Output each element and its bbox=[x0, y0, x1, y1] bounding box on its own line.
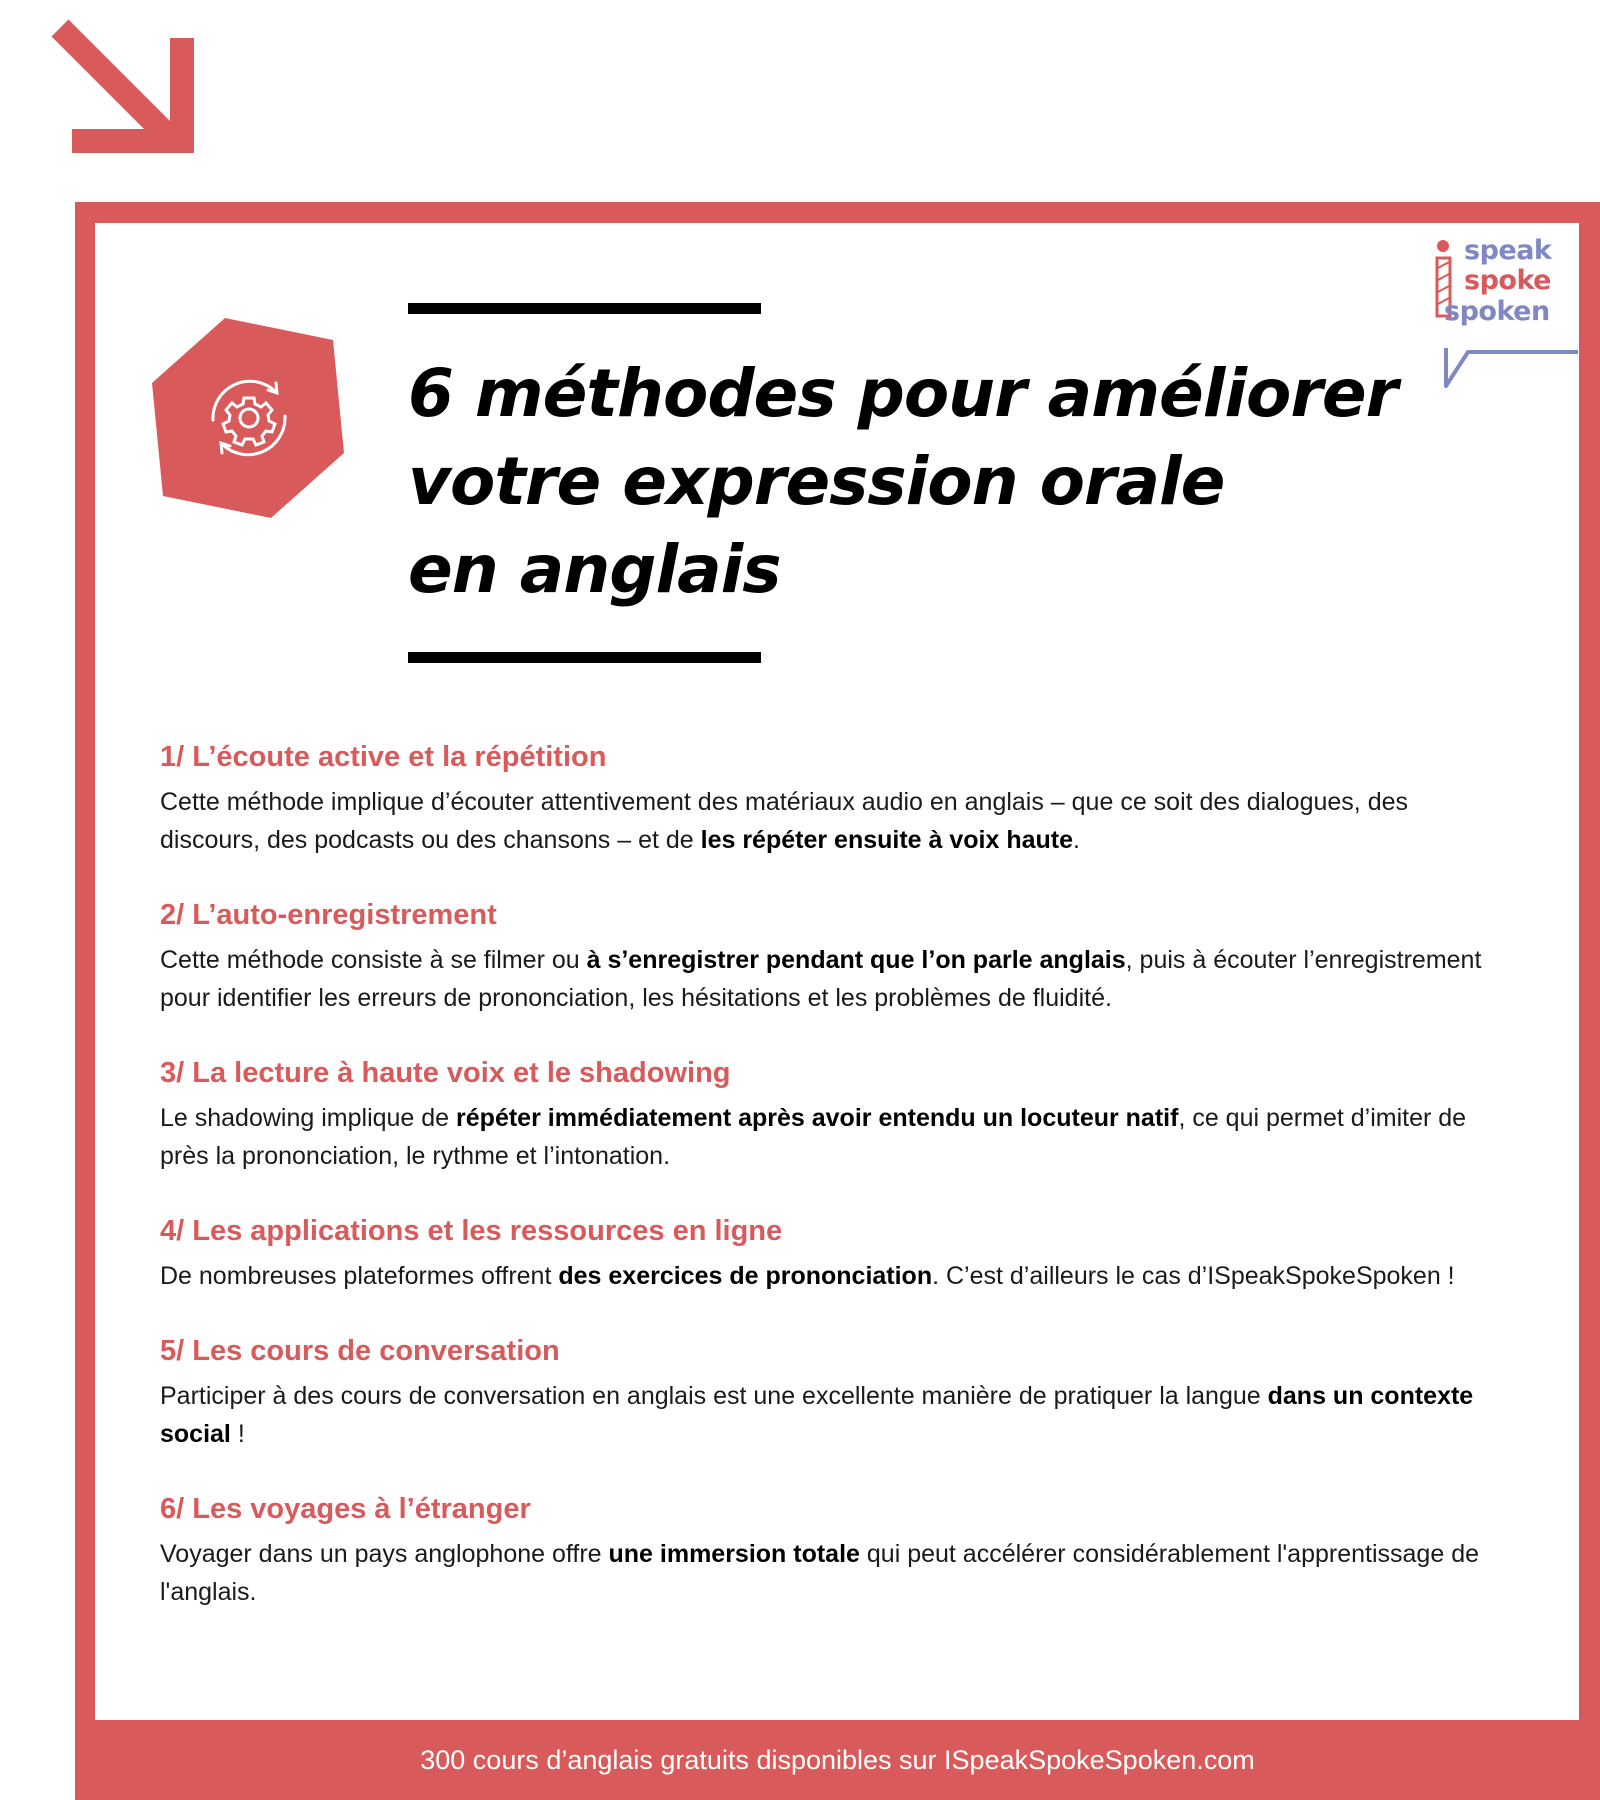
brand-logo bbox=[1430, 236, 1580, 388]
logo-word-speak: speak bbox=[1464, 235, 1552, 266]
method-description: Cette méthode consiste à se filmer ou à s’enregistrer pendant que l’on parle anglais, puis à écouter l’enregistrement pour identifier les erreurs de prononciation, les hésitations et les problèmes de fluidité. bbox=[160, 946, 1482, 1012]
method-description: Voyager dans un pays anglophone offre une immersion totale qui peut accélérer considérablement l'apprentissage de l'anglais. bbox=[160, 1540, 1479, 1606]
method-heading: 6/ Les voyages à l’étranger bbox=[160, 1493, 531, 1525]
page-title bbox=[408, 350, 1408, 614]
method-description: De nombreuses plateformes offrent des exercices de prononciation. C’est d’ailleurs le cas d’ISpeakSpokeSpoken ! bbox=[160, 1262, 1455, 1290]
footer-banner bbox=[75, 1720, 1600, 1800]
method-item bbox=[160, 1212, 1500, 1295]
method-description: Cette méthode implique d’écouter attentivement des matériaux audio en anglais – que ce soit des dialogues, des discours, des podcasts ou des chansons – et de les répéter ensuite à voix haute. bbox=[160, 788, 1408, 854]
logo-word-spoken: spoken bbox=[1444, 296, 1550, 327]
method-item bbox=[160, 1054, 1500, 1175]
method-heading: 5/ Les cours de conversation bbox=[160, 1335, 560, 1367]
method-description: Le shadowing implique de répéter immédiatement après avoir entendu un locuteur natif, ce qui permet d’imiter de près la prononciation, le rythme et l’intonation. bbox=[160, 1104, 1467, 1170]
method-item bbox=[160, 1490, 1500, 1611]
method-description: Participer à des cours de conversation en anglais est une excellente manière de pratiquer la langue dans un contexte social ! bbox=[160, 1382, 1474, 1448]
methods-list bbox=[160, 738, 1500, 1648]
method-item bbox=[160, 896, 1500, 1017]
gear-refresh-icon bbox=[148, 318, 348, 518]
title-rule-top bbox=[408, 303, 761, 314]
arrow-down-right-icon bbox=[48, 16, 198, 161]
title-line-1: 6 méthodes pour améliorer bbox=[408, 355, 1398, 432]
method-item bbox=[160, 738, 1500, 859]
method-item bbox=[160, 1332, 1500, 1453]
title-line-2: votre expression orale bbox=[408, 443, 1225, 520]
method-heading: 3/ La lecture à haute voix et le shadowing bbox=[160, 1057, 731, 1089]
method-heading: 4/ Les applications et les ressources en ligne bbox=[160, 1215, 783, 1247]
title-line-3: en anglais bbox=[408, 531, 781, 608]
method-heading: 1/ L’écoute active et la répétition bbox=[160, 741, 607, 773]
method-heading: 2/ L’auto-enregistrement bbox=[160, 899, 497, 931]
footer-text: 300 cours d’anglais gratuits disponibles sur ISpeakSpokeSpoken.com bbox=[420, 1744, 1255, 1775]
logo-word-spoke: spoke bbox=[1464, 265, 1551, 296]
title-rule-bottom bbox=[408, 652, 761, 663]
